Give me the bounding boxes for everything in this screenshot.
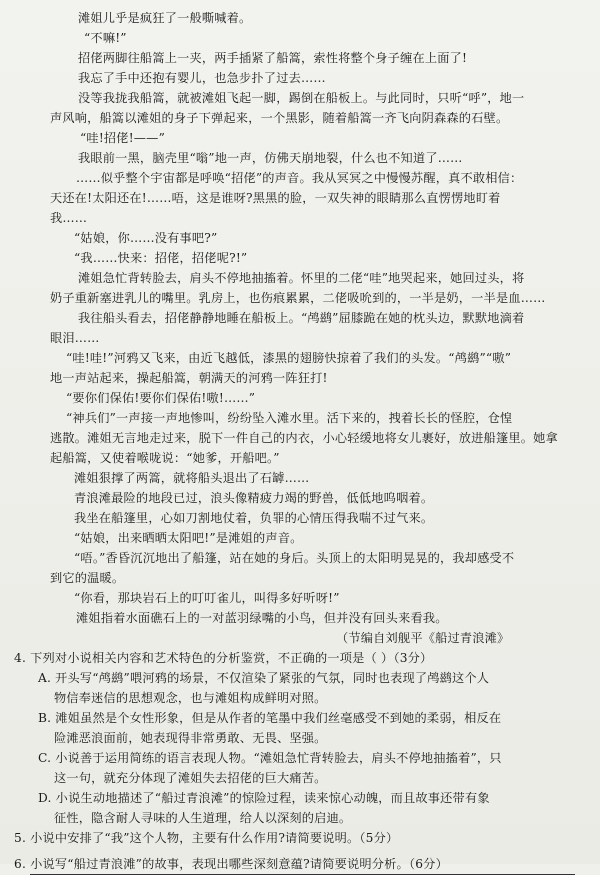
passage-line: 我…… [50, 211, 88, 225]
passage-line: 滩姐儿乎是疯狂了一般嘶喊着。 [78, 11, 252, 25]
passage-line: 没等我拢我船篙，就被滩姐飞起一脚，踢倒在船板上。与此同时，只听“呼”，地一 [78, 91, 525, 105]
passage-line: 奶子重新塞进乳儿的嘴里。乳房上，也伤痕累累，二佬吸吮到的，一半是奶，一半是血…… [50, 291, 546, 305]
passage-line: 我忘了手中还抱有婴儿，也急步扑了过去…… [78, 71, 326, 85]
option-b: B. 滩姐虽然是个女性形象，但是从作者的笔墨中我们丝毫感受不到她的柔弱，相反在 [38, 711, 502, 725]
option-c: C. 小说善于运用简练的语言表现人物。“滩姐急忙背转脸去，肩头不停地抽搐着”，只 [38, 751, 502, 765]
option-a: A. 开头写“鸬鹚”喂河鸦的场景，不仅渲染了紧张的气氛，同时也表现了鸬鹚这个人 [38, 671, 490, 685]
passage-line: 天还在!太阳还在!……唔，这是谁呀?黑黑的脸，一双失神的眼睛那么直愣愣地盯着 [50, 191, 501, 205]
passage-line: 我眼前一黑，脑壳里“嗡”地一声，仿佛天崩地裂，什么也不知道了…… [78, 151, 463, 165]
question-5: 5. 小说中安排了“我”这个人物，主要有什么作用?请简要说明。（5分） [14, 831, 399, 845]
passage-line: “哇!招佬!——” [80, 131, 165, 145]
passage-line: “哇!哇!”河鸦又飞来，由近飞越低，漆黑的翅膀快掠着了我们的头发。“鸬鹚”“嗷” [66, 351, 512, 365]
passage-line: “我……快来：招佬，招佬呢?!” [74, 251, 248, 265]
passage-line: 招佬两脚往船篙上一夹，两手插紧了船篙，索性将整个身子缠在上面了! [78, 51, 468, 65]
passage-line: 逃散。滩姐无言地走过来，脱下一件自己的内衣，小心轻缓地将女儿裹好，放进船篷里。她拿 [50, 431, 558, 445]
passage-line: ……似乎整个宇宙都是呼唤“招佬”的声音。我从冥冥之中慢慢苏醒，真不敢相信： [76, 171, 523, 185]
passage-line: 到它的温暖。 [50, 571, 125, 585]
passage-line: 青浪滩最险的地段已过，浪头像精疲力竭的野兽，低低地呜咽着。 [74, 491, 434, 505]
option-b-cont: 险滩恶浪面前，她表现得非常勇敢、无畏、坚强。 [54, 731, 327, 745]
passage-line: 眼泪…… [50, 331, 100, 345]
passage-line: 滩姐狠撑了两篙，就将船头退出了石罅…… [74, 471, 310, 485]
passage-line: 地一声站起来，操起船篙，朝满天的河鸦一阵狂打! [50, 371, 328, 385]
option-c-cont: 这一句，就充分体现了滩姐失去招佬的巨大痛苦。 [54, 771, 327, 785]
option-d-cont: 征性，隐含耐人寻味的人生道理，给人以深刻的启迪。 [54, 811, 352, 825]
passage-line: “姑娘，出来晒晒太阳吧!”是滩姐的声音。 [74, 531, 303, 545]
passage-line: 滩姐指着水面礁石上的一对蓝羽绿嘴的小鸟，但并没有回头来看我。 [76, 611, 448, 625]
passage-line: “不嘛!” [84, 31, 127, 45]
option-d: D. 小说生动地描述了“船过青浪滩”的惊险过程，读来惊心动魄，而且故事还带有象 [38, 791, 490, 805]
passage-line: 我往船头看去，招佬静静地睡在船板上。“鸬鹚”屈膝跪在她的枕头边，默默地滴着 [78, 311, 525, 325]
passage-line: 声风响，船篙以滩姐的身子下弹起来，一个黑影，随着船篙一齐飞向阴森森的石壁。 [50, 111, 509, 125]
passage-line: “你看，那块岩石上的叮叮雀儿，叫得多好听呀!” [74, 591, 340, 605]
passage-line: 滩姐急忙背转脸去，肩头不停地抽搐着。怀里的二佬“哇”地哭起来，她回过头，将 [78, 271, 525, 285]
question-6: 6. 小说写“船过青浪滩”的故事，表现出哪些深刻意蕴?请简要说明分析。（6分） [14, 857, 448, 871]
passage-line: 起船篙，又使着喉咙说：“她爹，开船吧。” [50, 451, 280, 465]
passage-line: “神兵们”一声接一声地惨叫，纷纷坠入滩水里。活下来的，拽着长长的怪腔，仓惶 [66, 411, 513, 425]
passage-line: “姑娘，你……没有事吧?” [74, 231, 218, 245]
question-4: 4. 下列对小说相关内容和艺术特色的分析鉴赏，不正确的一项是（ ）（3分） [14, 651, 433, 665]
source-note: （节编自刘舰平《船过青浪滩》 [336, 631, 510, 645]
passage-line: 我坐在船篷里，心如刀割地仗着，负罪的心情压得我喘不过气来。 [74, 511, 434, 525]
passage-line: “唔。”香昏沉沉地出了船篷，站在她的身后。头顶上的太阳明晃晃的，我却感受不 [74, 551, 515, 565]
option-a-cont: 物信奉迷信的思想观念，也与滩姐构成鲜明对照。 [54, 691, 327, 705]
passage-line: “要你们保佑!要你们保佑!嗷!……” [66, 391, 256, 405]
